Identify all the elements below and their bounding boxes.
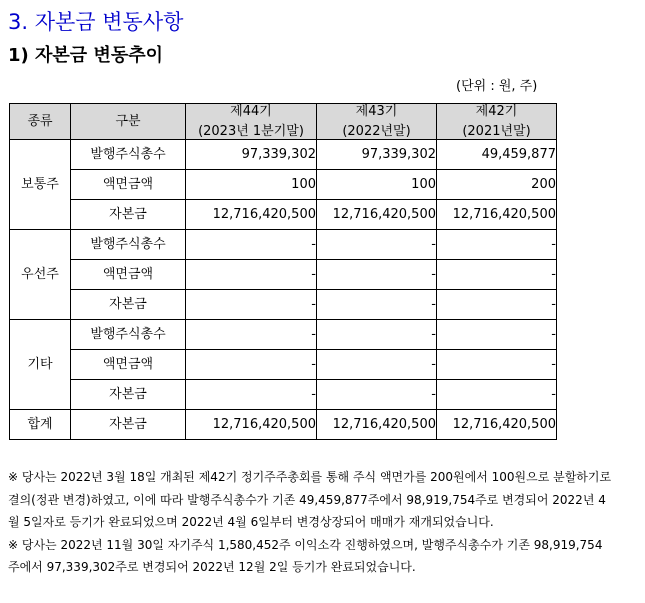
item-cell: 액면금액: [71, 170, 186, 200]
value-cell: -: [317, 320, 437, 350]
value-cell: -: [186, 350, 317, 380]
table-row: [10, 320, 557, 350]
value-cell: 12,716,420,500: [186, 200, 317, 230]
header-period-44: [186, 104, 317, 140]
value-cell: 12,716,420,500: [186, 410, 317, 440]
value-cell: 97,339,302: [186, 140, 317, 170]
value-cell: -: [317, 290, 437, 320]
kind-cell-other: 기타: [10, 320, 71, 410]
header-kind: 종류: [10, 104, 71, 140]
value-cell: -: [317, 380, 437, 410]
header-item: 구분: [71, 104, 186, 140]
kind-cell-common: 보통주: [10, 140, 71, 230]
header-period-sub: (2023년 1분기말): [198, 124, 304, 139]
value-cell: -: [437, 230, 557, 260]
header-period-label: 제44기: [230, 104, 272, 119]
item-cell: 자본금: [71, 410, 186, 440]
value-cell: -: [437, 380, 557, 410]
header-period-sub: (2021년말): [462, 124, 531, 139]
value-cell: -: [186, 320, 317, 350]
table-row: [10, 230, 557, 260]
value-cell: -: [186, 380, 317, 410]
value-cell: -: [437, 320, 557, 350]
section-heading: 3. 자본금 변동사항: [8, 10, 184, 34]
item-cell: 발행주식총수: [71, 140, 186, 170]
header-period-42: [437, 104, 557, 140]
header-period-sub: (2022년말): [342, 124, 411, 139]
value-cell: 49,459,877: [437, 140, 557, 170]
item-cell: 자본금: [71, 200, 186, 230]
item-cell: 발행주식총수: [71, 320, 186, 350]
footnote-retirement: ※ 당사는 2022년 11월 30일 자기주식 1,580,452주 이익소각 진행하였으며, 발행주식총수가 기존 98,919,754주에서 97,339,302주로 변경되어 2022년 12월 2일 등기가 완료되었습니다.: [8, 537, 603, 574]
header-period-label: 제42기: [475, 104, 518, 119]
table-row: [10, 380, 557, 410]
subsection-heading: 1) 자본금 변동추이: [8, 45, 163, 66]
value-cell: 200: [437, 170, 557, 200]
value-cell: -: [317, 350, 437, 380]
value-cell: -: [317, 260, 437, 290]
table-row: [10, 170, 557, 200]
value-cell: 12,716,420,500: [437, 410, 557, 440]
value-cell: -: [437, 260, 557, 290]
kind-cell-total: 합계: [10, 410, 71, 440]
footnote-split: ※ 당사는 2022년 3월 18일 개최된 제42기 정기주주총회를 통해 주식 액면가를 200원에서 100원으로 분할하기로 결의(정관 변경)하였고, 이에 따라 발행주식총수가 기존 49,459,877주에서 98,919,754주로 변경되어 2022년 4월 5일자로 등기가 완료되었으며 2022년 4월 6일부터 변경상장되어 매매가 재개되었습니다.: [8, 470, 612, 529]
item-cell: 액면금액: [71, 260, 186, 290]
item-cell: 발행주식총수: [71, 230, 186, 260]
value-cell: 12,716,420,500: [317, 200, 437, 230]
value-cell: -: [186, 230, 317, 260]
item-cell: 자본금: [71, 290, 186, 320]
value-cell: 12,716,420,500: [317, 410, 437, 440]
value-cell: -: [437, 350, 557, 380]
capital-change-table: [9, 103, 557, 440]
table-row-total: [10, 410, 557, 440]
table-row: [10, 140, 557, 170]
value-cell: 100: [186, 170, 317, 200]
item-cell: 자본금: [71, 380, 186, 410]
value-cell: -: [186, 260, 317, 290]
value-cell: -: [317, 230, 437, 260]
table-row: [10, 350, 557, 380]
kind-cell-preferred: 우선주: [10, 230, 71, 320]
table-row: [10, 260, 557, 290]
value-cell: 100: [317, 170, 437, 200]
value-cell: 12,716,420,500: [437, 200, 557, 230]
table-row: [10, 200, 557, 230]
header-period-label: 제43기: [355, 104, 398, 119]
item-cell: 액면금액: [71, 350, 186, 380]
value-cell: -: [437, 290, 557, 320]
unit-note: (단위 : 원, 주): [456, 79, 538, 94]
value-cell: 97,339,302: [317, 140, 437, 170]
header-period-43: [317, 104, 437, 140]
value-cell: -: [186, 290, 317, 320]
footnotes: [8, 466, 614, 579]
table-row: [10, 290, 557, 320]
